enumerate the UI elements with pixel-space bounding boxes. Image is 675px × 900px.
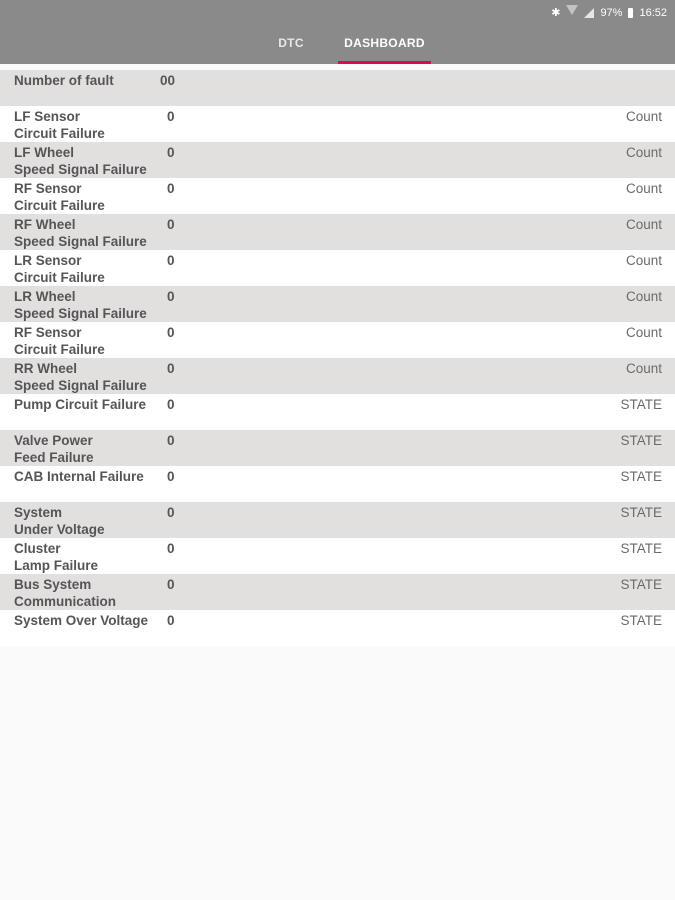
- fault-label-line2: Lamp Failure: [14, 557, 99, 573]
- fault-unit: STATE: [620, 541, 662, 556]
- fault-label-line2: Circuit Failure: [14, 341, 105, 357]
- fault-row: [0, 250, 675, 286]
- fault-unit: Count: [625, 109, 662, 124]
- fault-rows: [0, 106, 675, 646]
- fault-unit: STATE: [620, 577, 662, 592]
- fault-label-line1: Valve Power: [14, 433, 93, 448]
- fault-row: [0, 574, 675, 610]
- fault-label-line1: LR Wheel: [14, 289, 76, 304]
- tab-dashboard-label: DASHBOARD: [344, 36, 425, 50]
- fault-label-line1: Bus System: [14, 577, 92, 592]
- fault-unit: Count: [625, 361, 662, 376]
- fault-row: [0, 214, 675, 250]
- fault-label-line2: Speed Signal Failure: [14, 161, 147, 177]
- status-bar: [0, 0, 675, 24]
- fault-row: [0, 502, 675, 538]
- fault-value: 0: [167, 361, 175, 376]
- fault-label: [14, 433, 164, 466]
- fault-label-line1: LR Sensor: [14, 253, 82, 268]
- fault-label: [14, 577, 164, 610]
- fault-row: [0, 538, 675, 574]
- fault-unit: Count: [625, 145, 662, 160]
- fault-label: [14, 217, 164, 250]
- fault-unit: Count: [625, 181, 662, 196]
- fault-label-line2: Under Voltage: [14, 521, 105, 537]
- fault-label: [14, 253, 164, 286]
- fault-row: [0, 106, 675, 142]
- fault-value: 0: [167, 469, 175, 484]
- fault-label-line1: LF Wheel: [14, 145, 74, 160]
- fault-label-line2: Circuit Failure: [14, 269, 105, 285]
- fault-label: [14, 289, 164, 322]
- tab-dtc[interactable]: DTC: [278, 36, 304, 50]
- tab-bar: [0, 24, 675, 64]
- signal-icon: [584, 8, 594, 18]
- fault-value: 0: [167, 181, 175, 196]
- fault-label: [14, 505, 164, 538]
- fault-label: [14, 181, 164, 214]
- fault-label-line1: RF Sensor: [14, 181, 82, 196]
- fault-label-line1: System: [14, 505, 63, 520]
- fault-label-line2: Circuit Failure: [14, 197, 105, 213]
- fault-row: [0, 466, 675, 502]
- battery-level: 97%: [600, 6, 623, 19]
- fault-label-line1: Cluster: [14, 541, 61, 556]
- fault-unit: STATE: [620, 433, 662, 448]
- fault-label-line2: Communication: [14, 593, 117, 609]
- fault-label-line2: Speed Signal Failure: [14, 377, 147, 393]
- wifi-icon: [566, 5, 578, 20]
- fault-label-line1: System Over Voltage: [14, 613, 149, 628]
- fault-row: [0, 178, 675, 214]
- fault-label-line2: Speed Signal Failure: [14, 305, 147, 321]
- fault-label-line1: LF Sensor: [14, 109, 81, 124]
- fault-row: [0, 142, 675, 178]
- fault-row: [0, 610, 675, 646]
- battery-icon: [628, 8, 633, 18]
- fault-value: 0: [167, 577, 175, 592]
- fault-unit: STATE: [620, 505, 662, 520]
- fault-label: [14, 145, 164, 178]
- clock: 16:52: [639, 6, 667, 19]
- fault-value: 0: [167, 325, 175, 340]
- fault-value: 0: [167, 613, 175, 628]
- fault-unit: STATE: [620, 613, 662, 628]
- fault-label: [14, 325, 164, 358]
- fault-label-line1: Pump Circuit Failure: [14, 397, 147, 412]
- fault-unit: Count: [625, 217, 662, 232]
- fault-label-line1: RF Wheel: [14, 217, 76, 232]
- fault-label-line1: CAB Internal Failure: [14, 469, 144, 484]
- fault-unit: STATE: [620, 397, 662, 412]
- fault-label: [14, 469, 164, 486]
- fault-value: 0: [167, 253, 175, 268]
- fault-label-line1: RR Wheel: [14, 361, 78, 376]
- fault-count-value: 00: [160, 73, 176, 88]
- fault-value: 0: [167, 397, 175, 412]
- fault-count-row: [0, 70, 675, 106]
- dashboard-list: [0, 64, 675, 646]
- bluetooth-icon: ✱: [551, 7, 561, 19]
- fault-row: [0, 394, 675, 430]
- fault-label: [14, 397, 164, 414]
- fault-label: [14, 613, 164, 630]
- fault-row: [0, 430, 675, 466]
- fault-value: 0: [167, 217, 175, 232]
- fault-label: [14, 109, 164, 142]
- fault-value: 0: [167, 541, 175, 556]
- fault-label-line1: RF Sensor: [14, 325, 82, 340]
- fault-value: 0: [167, 145, 175, 160]
- fault-label: [14, 361, 164, 394]
- fault-row: [0, 322, 675, 358]
- fault-label: [14, 541, 164, 574]
- fault-row: [0, 286, 675, 322]
- status-icons: [551, 5, 667, 20]
- fault-unit: Count: [625, 325, 662, 340]
- fault-unit: Count: [625, 289, 662, 304]
- fault-label-line2: Circuit Failure: [14, 125, 105, 141]
- fault-value: 0: [167, 433, 175, 448]
- fault-value: 0: [167, 505, 175, 520]
- fault-count-label: Number of fault: [14, 73, 114, 88]
- fault-value: 0: [167, 109, 175, 124]
- fault-unit: Count: [625, 253, 662, 268]
- tab-dashboard[interactable]: [338, 24, 431, 64]
- fault-label-line2: Feed Failure: [14, 449, 94, 465]
- fault-unit: STATE: [620, 469, 662, 484]
- fault-row: [0, 358, 675, 394]
- fault-value: 0: [167, 289, 175, 304]
- fault-label-line2: Speed Signal Failure: [14, 233, 147, 249]
